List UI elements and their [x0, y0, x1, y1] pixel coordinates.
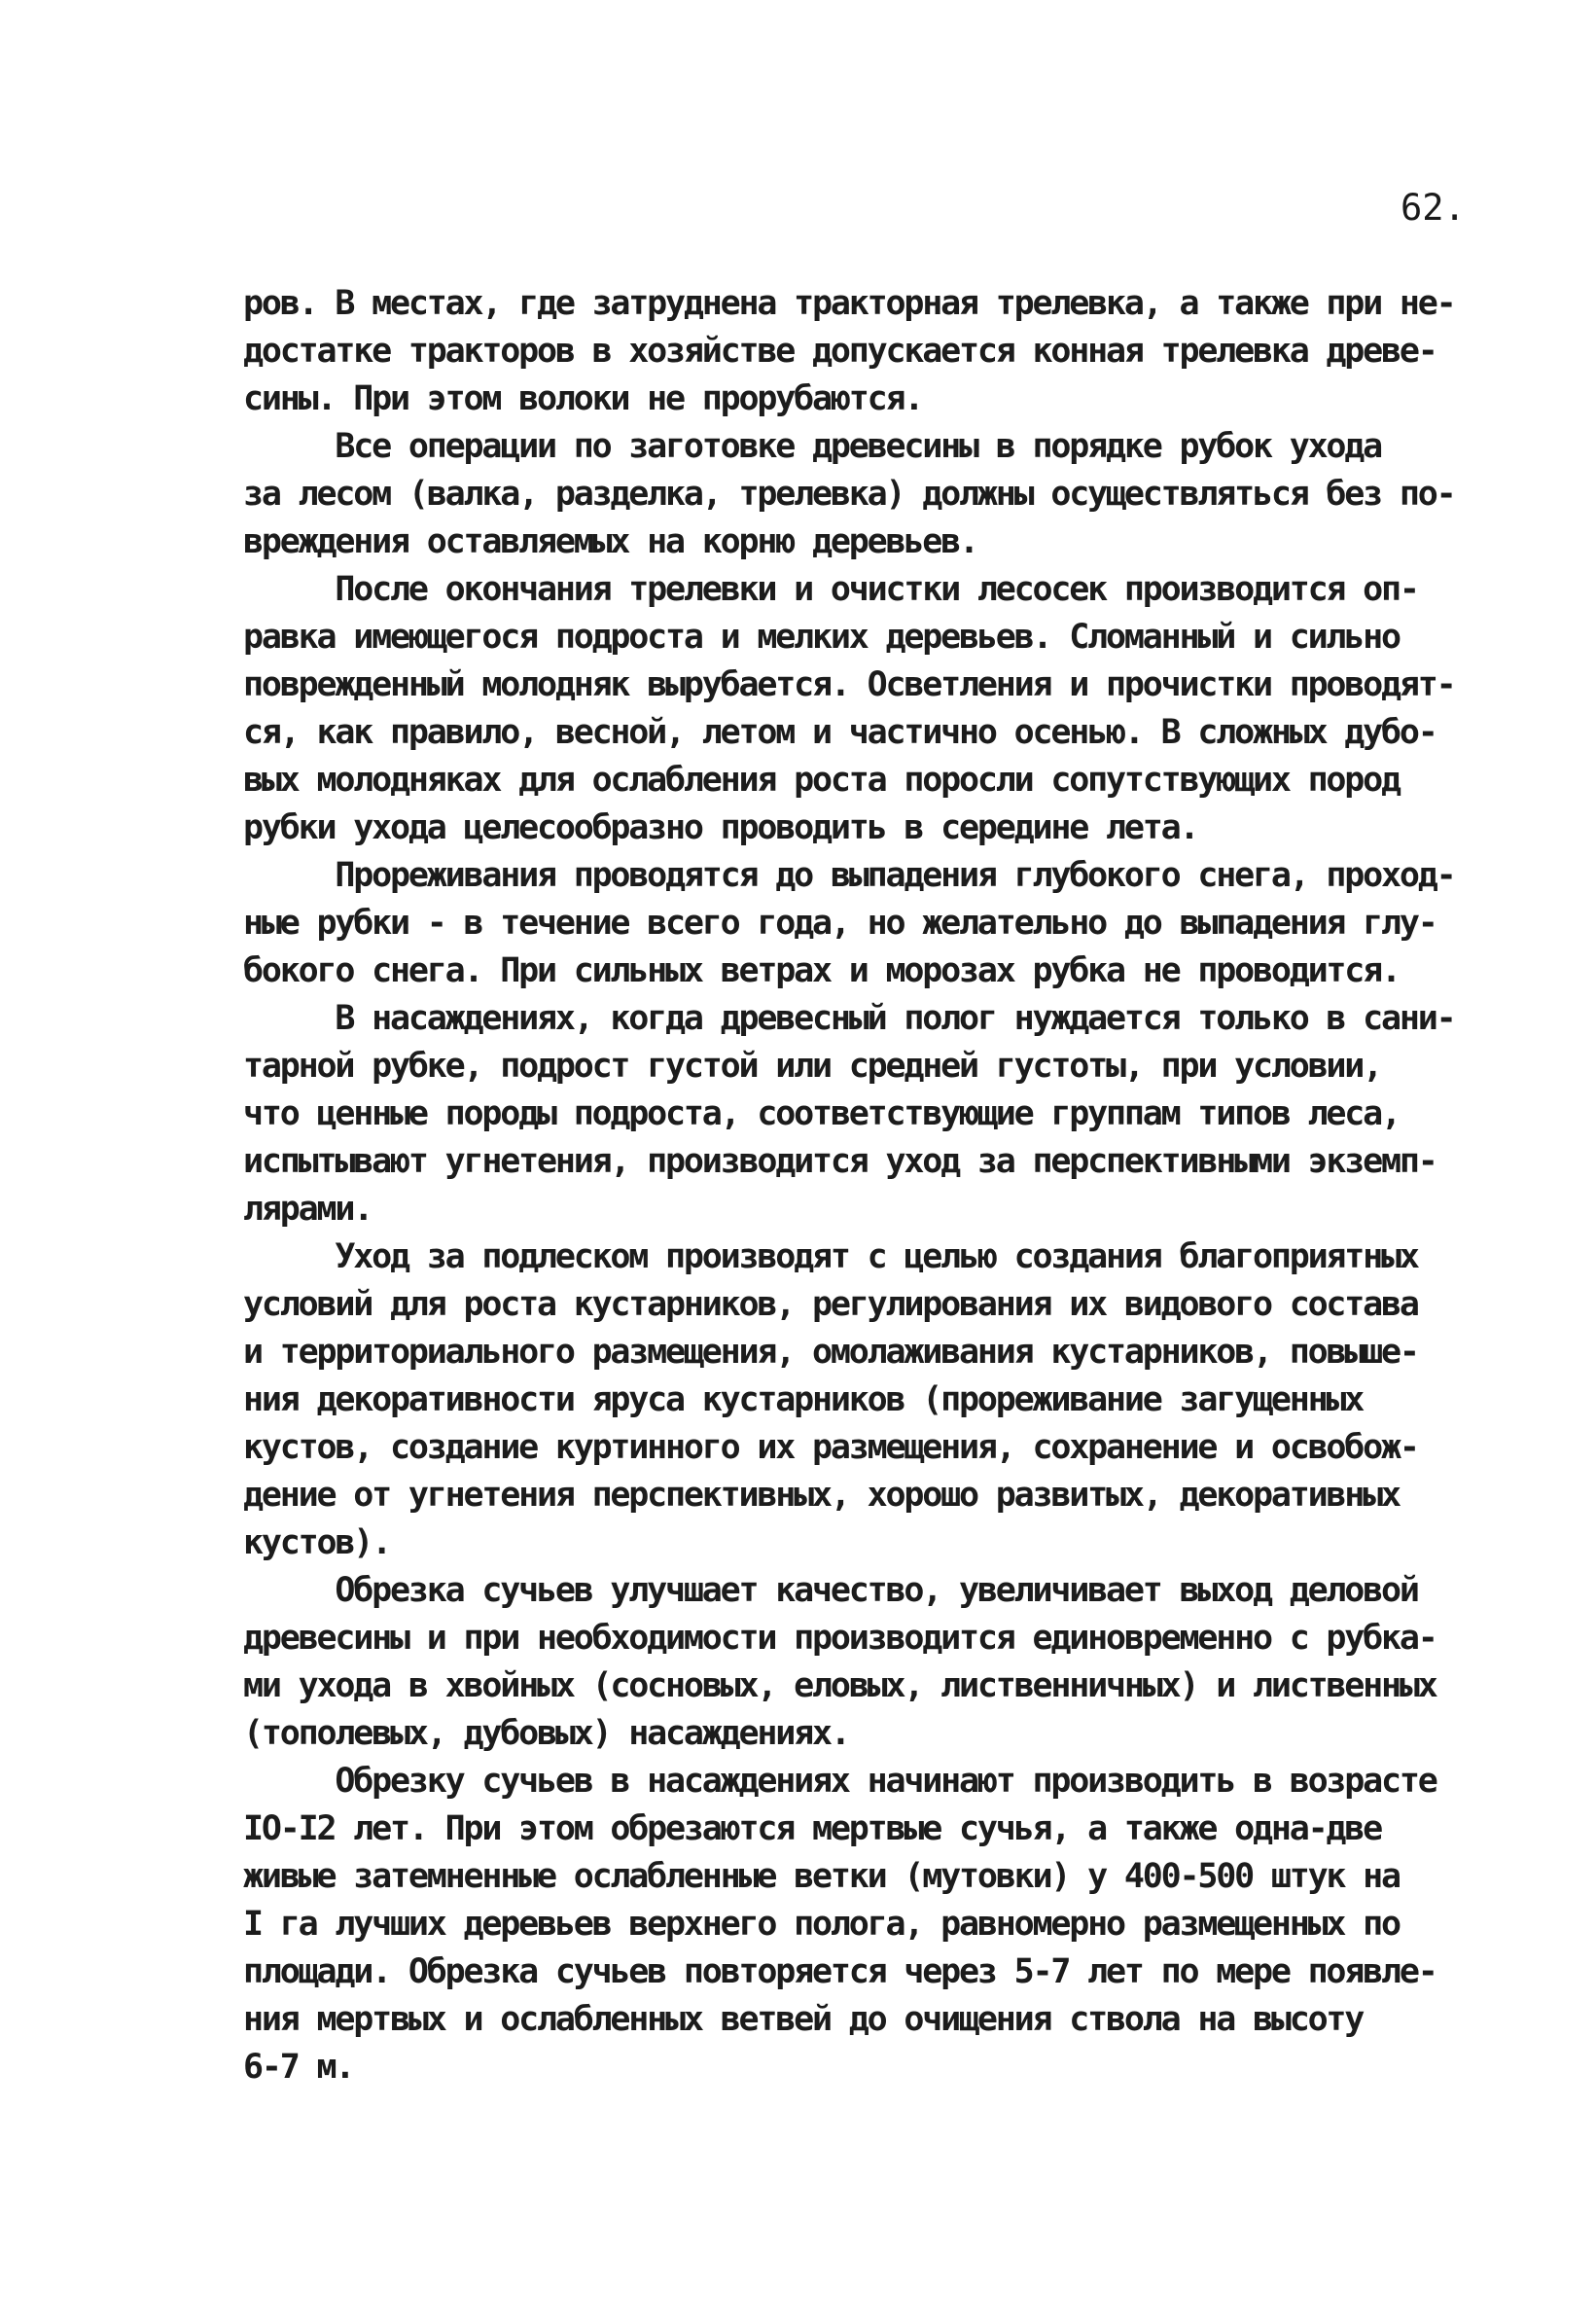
text-line: достатке тракторов в хозяйстве допускается конная трелевка древе- [243, 332, 1436, 371]
text-line: бокого снега. При сильных ветрах и морозах рубка не проводится. [243, 951, 1400, 990]
text-line: условий для роста кустарников, регулирования их видового состава [243, 1285, 1418, 1324]
text-line: живые затемненные ослабленные ветки (мутовки) у 400-500 штук на [243, 1857, 1400, 1896]
text-line: ров. В местах, где затруднена тракторная трелевка, а также при не- [243, 284, 1455, 323]
page-number: 62. [1401, 187, 1466, 229]
text-line: равка имеющегося подроста и мелких деревьев. Сломанный и сильно [243, 618, 1400, 657]
text-line: рубки ухода целесообразно проводить в середине лета. [243, 808, 1198, 847]
text-line: испытывают угнетения, производится уход за перспективными экземп- [243, 1142, 1436, 1181]
text-line: кустов, создание куртинного их размещения, сохранение и освобож- [243, 1428, 1418, 1467]
text-line: (тополевых, дубовых) насаждениях. [243, 1714, 849, 1753]
text-line: сины. При этом волоки не прорубаются. [243, 379, 923, 418]
text-line: тарной рубке, подрост густой или средней густоты, при условии, [243, 1047, 1382, 1086]
text-line: В насаждениях, когда древесный полог нуждается только в сани- [243, 999, 1455, 1038]
text-line: древесины и при необходимости производится единовременно с рубка- [243, 1619, 1436, 1658]
text-line: кустов). [243, 1523, 390, 1562]
text-line: вых молодняках для ослабления роста поросли сопутствующих пород [243, 761, 1400, 800]
text-line: Обрезка сучьев улучшает качество, увеличивает выход деловой [243, 1571, 1418, 1610]
text-line: Уход за подлеском производят с целью создания благоприятных [243, 1237, 1418, 1276]
text-line: поврежденный молодняк вырубается. Осветления и прочистки проводят- [243, 665, 1455, 704]
text-line: После окончания трелевки и очистки лесосек производится оп- [243, 570, 1418, 609]
text-line: Все операции по заготовке древесины в порядке рубок ухода [243, 427, 1382, 466]
text-line: ния мертвых и ослабленных ветвей до очищения ствола на высоту [243, 2000, 1364, 2039]
text-line: IO-I2 лет. При этом обрезаются мертвые сучья, а также одна-две [243, 1809, 1382, 1848]
text-line: Прореживания проводятся до выпадения глубокого снега, проход- [243, 856, 1455, 895]
text-line: и территориального размещения, омолаживания кустарников, повыше- [243, 1333, 1418, 1372]
text-line: лярами. [243, 1190, 372, 1229]
text-line: 6-7 м. [243, 2048, 354, 2087]
text-line: за лесом (валка, разделка, трелевка) должны осуществляться без по- [243, 475, 1455, 514]
text-line: дение от угнетения перспективных, хорошо развитых, декоративных [243, 1476, 1400, 1515]
text-line: что ценные породы подроста, соответствующие группам типов леса, [243, 1094, 1400, 1133]
body-text [243, 280, 1507, 2091]
text-line: ми ухода в хвойных (сосновых, еловых, лиственничных) и лиственных [243, 1666, 1436, 1705]
text-line: ные рубки - в течение всего года, но желательно до выпадения глу- [243, 904, 1436, 943]
text-line: вреждения оставляемых на корню деревьев. [243, 522, 977, 561]
text-line: ния декоративности яруса кустарников (прореживание загущенных [243, 1380, 1364, 1419]
text-line: Обрезку сучьев в насаждениях начинают производить в возрасте [243, 1762, 1436, 1801]
text-line: площади. Обрезка сучьев повторяется через 5-7 лет по мере появле- [243, 1952, 1436, 1991]
text-line: I га лучших деревьев верхнего полога, равномерно размещенных по [243, 1905, 1400, 1944]
text-line: ся, как правило, весной, летом и частично осенью. В сложных дубо- [243, 713, 1436, 752]
